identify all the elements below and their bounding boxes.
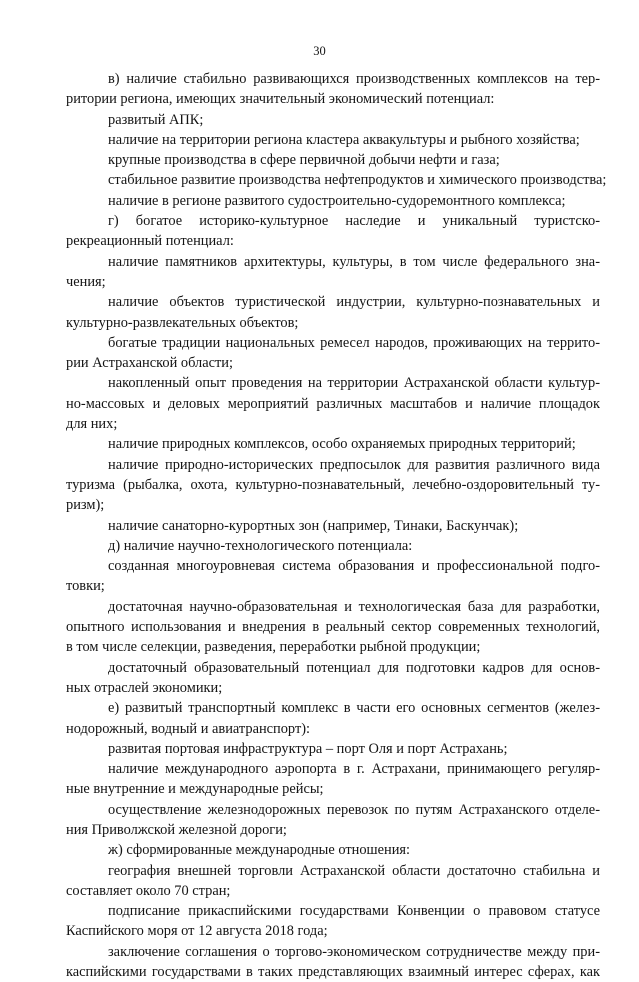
text-line: осуществление железнодорожных перевозок по путям Астраханского отделе-	[108, 801, 600, 818]
text-line: ритории региона, имеющих значительный экономический потенциал:	[66, 91, 495, 108]
text-line: г) богатое историко-культурное наследие и уникальный туристско-	[108, 213, 600, 230]
text-line: рекреационный потенциал:	[66, 233, 234, 250]
text-line: развитая портовая инфраструктура – порт Оля и порт Астрахань;	[108, 740, 508, 757]
text-line: наличие природно-исторических предпосылок для развития различного вида	[108, 456, 600, 473]
text-line: ных отраслей экономики;	[66, 679, 223, 696]
text-line: достаточная научно-образовательная и технологическая база для разработки,	[108, 598, 600, 615]
text-line: достаточный образовательный потенциал для подготовки кадров для основ-	[108, 659, 600, 676]
text-line: богатые традиции национальных ремесел народов, проживающих на террито-	[108, 334, 600, 351]
text-line: наличие санаторно-курортных зон (например, Тинаки, Баскунчак);	[108, 517, 519, 534]
text-line: туризма (рыбалка, охота, культурно-познавательный, лечебно-оздоровительный ту-	[66, 476, 600, 493]
text-line: география внешней торговли Астраханской области достаточно стабильна и	[108, 862, 600, 879]
text-line: в том числе селекции, разведения, переработки рыбной продукции;	[66, 639, 481, 656]
text-line: е) развитый транспортный комплекс в части его основных сегментов (желез-	[108, 700, 600, 717]
text-line: в) наличие стабильно развивающихся производственных комплексов на тер-	[108, 71, 600, 87]
text-line: созданная многоуровневая система образования и профессиональной подго-	[108, 558, 600, 575]
text-line: чения;	[66, 273, 106, 290]
text-line: рии Астраханской области;	[66, 355, 234, 372]
text-line: для них;	[66, 416, 118, 433]
text-line: крупные производства в сфере первичной добычи нефти и газа;	[108, 152, 500, 169]
text-line: составляет около 70 стран;	[66, 882, 231, 899]
text-line: нодорожный, водный и авиатранспорт):	[66, 720, 311, 737]
text-line: наличие природных комплексов, особо охраняемых природных территорий;	[108, 436, 576, 453]
text-line: но-массовых и деловых мероприятий различных масштабов и наличие площадок	[66, 395, 600, 412]
text-line: опытного использования и внедрения в реальный сектор современных технологий,	[66, 619, 600, 636]
text-line: заключение соглашения о торгово-экономическом сотрудничестве между при-	[108, 943, 600, 960]
text-line: наличие в регионе развитого судостроительно-судоремонтного комплекса;	[108, 192, 566, 209]
text-line: наличие памятников архитектуры, культуры, в том числе федерального зна-	[108, 253, 600, 270]
text-line: подписание прикаспийскими государствами Конвенции о правовом статусе	[108, 903, 600, 920]
text-line: ж) сформированные международные отношения:	[108, 842, 411, 859]
text-line: товки;	[66, 578, 105, 595]
page-number: 30	[313, 44, 326, 58]
text-line: ризм);	[66, 497, 105, 514]
text-line: ные внутренние и международные рейсы;	[66, 781, 324, 798]
text-line: ния Приволжской железной дороги;	[66, 821, 287, 838]
text-line: наличие международного аэропорта в г. Астрахани, принимающего регуляр-	[108, 761, 600, 778]
body-text	[66, 69, 607, 982]
text-line: каспийскими государствами в таких представляющих взаимный интерес сферах, как	[66, 964, 600, 981]
text-line: наличие объектов туристической индустрии, культурно-познавательных и	[108, 294, 600, 311]
text-line: д) наличие научно-технологического потенциала:	[108, 537, 413, 554]
text-line: накопленный опыт проведения на территории Астраханской области культур-	[108, 375, 600, 392]
text-line: наличие на территории региона кластера аквакультуры и рыбного хозяйства;	[108, 131, 580, 148]
text-line: культурно-развлекательных объектов;	[66, 314, 299, 331]
text-line: Каспийского моря от 12 августа 2018 года;	[66, 923, 328, 940]
text-line: стабильное развитие производства нефтепродуктов и химического производства;	[108, 172, 607, 189]
text-line: развитый АПК;	[108, 111, 204, 128]
